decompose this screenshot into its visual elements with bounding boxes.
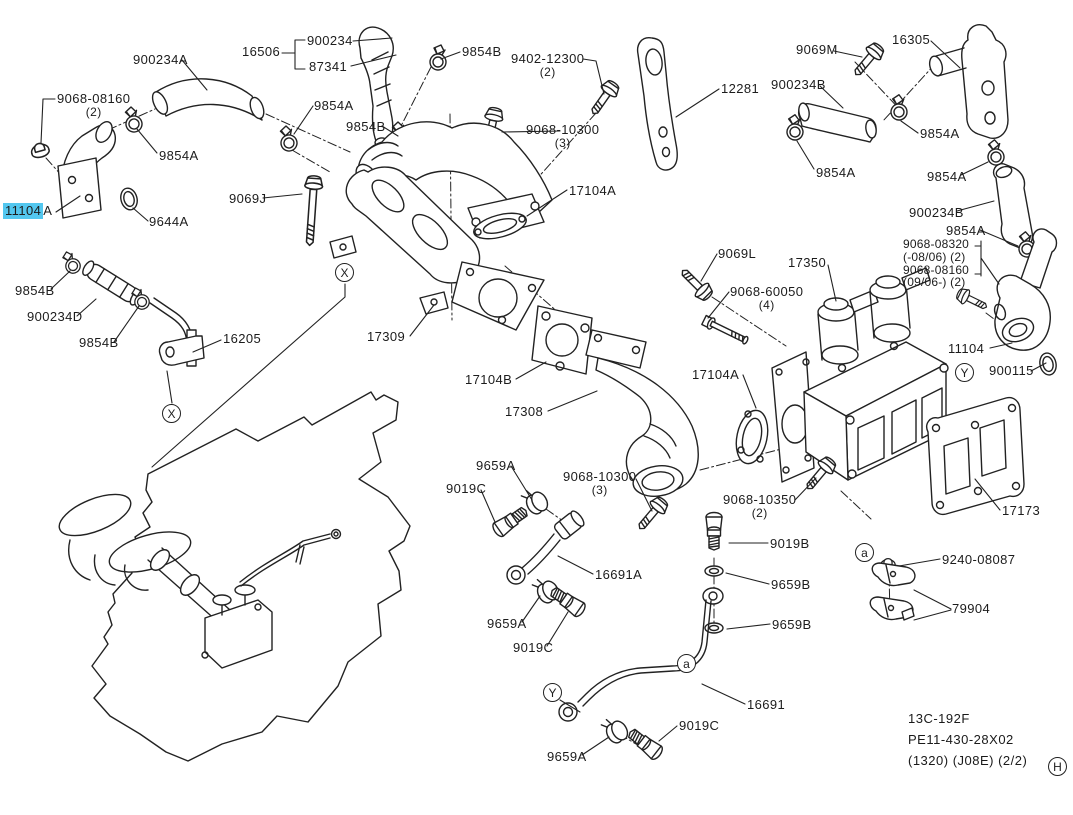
part-label: 9068-10350 (2): [723, 492, 797, 520]
part-label: 900234D: [27, 309, 83, 324]
part-label: 900234B: [771, 77, 826, 92]
part-label: 9068-60050 (4): [730, 284, 804, 312]
part-label: 17350: [788, 255, 827, 270]
part-label: 9068-08160 (2): [57, 91, 131, 119]
part-label: 9644A: [149, 214, 189, 229]
part-label: 9068-10300 (3): [526, 122, 600, 150]
part-label: 17104B: [465, 372, 513, 387]
part-label: 9854A: [314, 98, 354, 113]
part-label: 16691A: [595, 567, 643, 582]
part-label: 9068-10300 (3): [563, 469, 637, 497]
drawing-number-block: [908, 708, 1027, 771]
view-marker-a: a: [677, 654, 696, 673]
part-label: 9659A: [487, 616, 527, 631]
part-label: 9854B: [15, 283, 55, 298]
part-label: 9659B: [771, 577, 811, 592]
highlighted-part-number: 11104: [5, 203, 42, 218]
part-label: 9069M: [796, 42, 838, 57]
part-label: 16691: [747, 697, 786, 712]
part-label: 9854B: [346, 119, 386, 134]
footer-line: PE11-430-28X02: [908, 732, 1014, 747]
part-label: 9019C: [679, 718, 720, 733]
view-marker-X: X: [335, 263, 354, 282]
part-label: 9854B: [79, 335, 119, 350]
part-label: 17308: [505, 404, 544, 419]
part-label: 11104 A: [5, 203, 53, 218]
view-marker-a: a: [855, 543, 874, 562]
part-label: 9069J: [229, 191, 267, 206]
view-marker-X: X: [162, 404, 181, 423]
part-label: 17173: [1002, 503, 1041, 518]
part-label: 900234A: [133, 52, 188, 67]
part-label: 9069L: [718, 246, 757, 261]
part-label: 9068-08320 (-08/06) (2) 9068-08160 (09/06-) (2): [903, 237, 970, 290]
part-label: 9019C: [513, 640, 554, 655]
part-label: 9854A: [159, 148, 199, 163]
part-label: 900234B: [909, 205, 964, 220]
part-label: 9854A: [946, 223, 986, 238]
part-label: 16305: [892, 32, 931, 47]
part-label: 900115: [989, 363, 1034, 378]
part-label: 16205: [223, 331, 262, 346]
part-label: 11104: [948, 341, 985, 356]
part-label: 17104A: [569, 183, 617, 198]
part-label: 900234: [307, 33, 353, 48]
part-label: 79904: [952, 601, 991, 616]
part-label: 9402-12300 (2): [511, 51, 585, 79]
part-label: 9240-08087: [942, 552, 1016, 567]
part-label: 9019B: [770, 536, 810, 551]
part-label: 87341: [309, 59, 348, 74]
part-label: 9659A: [476, 458, 516, 473]
footer-line: (1320) (J08E) (2/2): [908, 753, 1028, 768]
part-label: 16506: [242, 44, 281, 59]
view-marker-Y: Y: [955, 363, 974, 382]
part-label: 9019C: [446, 481, 487, 496]
part-label: 9854B: [462, 44, 502, 59]
part-label: 9854A: [816, 165, 856, 180]
footer-line: 13C-192F: [908, 711, 970, 726]
part-label: 9659B: [772, 617, 812, 632]
part-label: 17104A: [692, 367, 740, 382]
part-label: 9659A: [547, 749, 587, 764]
part-label: 9854A: [927, 169, 967, 184]
view-marker-H: H: [1048, 757, 1067, 776]
part-label: 12281: [721, 81, 760, 96]
part-label: 9854A: [920, 126, 960, 141]
part-label: 17309: [367, 329, 406, 344]
view-marker-Y: Y: [543, 683, 562, 702]
